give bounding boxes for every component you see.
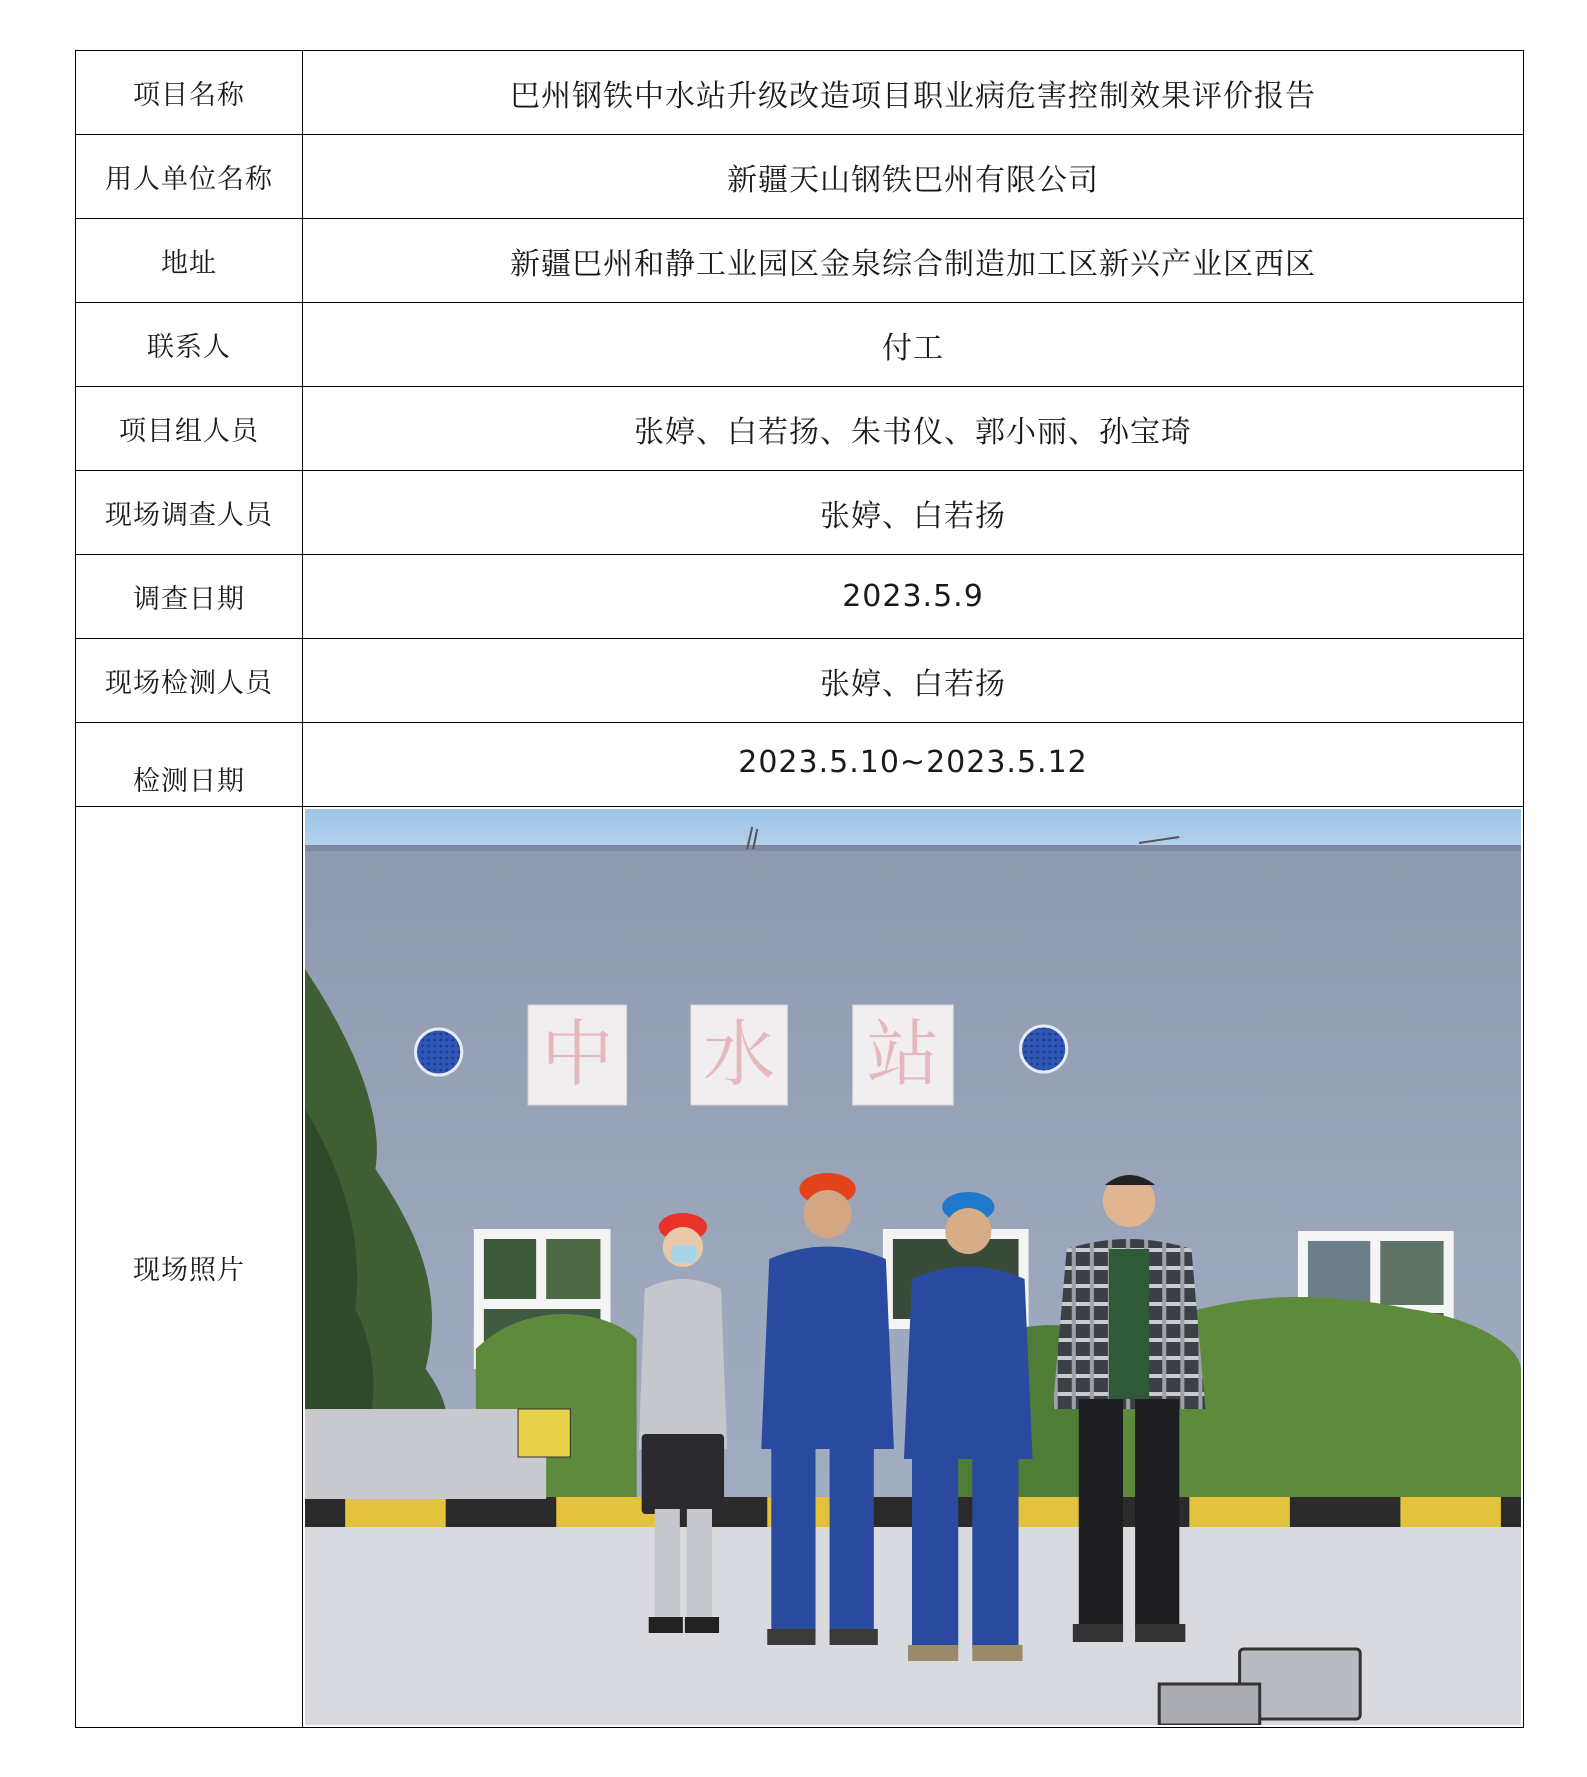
value-employer-name: 新疆天山钢铁巴州有限公司 <box>303 135 1524 219</box>
table-row <box>76 639 1524 723</box>
value-survey-date: 2023.5.9 <box>303 555 1524 639</box>
table-row <box>76 219 1524 303</box>
value-address: 新疆巴州和静工业园区金泉综合制造加工区新兴产业区西区 <box>303 219 1524 303</box>
value-testing-date: 2023.5.10~2023.5.12 <box>303 723 1524 807</box>
table-row <box>76 807 1524 1728</box>
label-site-photo: 现场照片 <box>76 807 303 1728</box>
report-info-table <box>75 50 1524 1728</box>
label-employer-name: 用人单位名称 <box>76 135 303 219</box>
value-survey-staff: 张婷、白若扬 <box>303 471 1524 555</box>
label-contact: 联系人 <box>76 303 303 387</box>
value-project-team: 张婷、白若扬、朱书仪、郭小丽、孙宝琦 <box>303 387 1524 471</box>
value-testing-staff: 张婷、白若扬 <box>303 639 1524 723</box>
label-testing-date: 检测日期 <box>76 723 303 807</box>
site-photo <box>305 809 1521 1725</box>
table-row <box>76 723 1524 807</box>
label-testing-staff: 现场检测人员 <box>76 639 303 723</box>
table-row <box>76 51 1524 135</box>
sign-char-3: 站 <box>866 1013 940 1097</box>
table-row <box>76 555 1524 639</box>
label-project-name: 项目名称 <box>76 51 303 135</box>
table-row <box>76 135 1524 219</box>
label-survey-staff: 现场调查人员 <box>76 471 303 555</box>
label-project-team: 项目组人员 <box>76 387 303 471</box>
table-row <box>76 303 1524 387</box>
value-contact: 付工 <box>303 303 1524 387</box>
label-survey-date: 调查日期 <box>76 555 303 639</box>
value-project-name: 巴州钢铁中水站升级改造项目职业病危害控制效果评价报告 <box>303 51 1524 135</box>
label-address: 地址 <box>76 219 303 303</box>
sign-char-1: 中 <box>541 1013 614 1097</box>
warning-sign <box>518 1409 570 1457</box>
sign-char-2: 水 <box>702 1013 776 1097</box>
round-vent-right <box>1021 1026 1067 1072</box>
table-row <box>76 387 1524 471</box>
round-vent-left <box>416 1029 462 1075</box>
table-row <box>76 471 1524 555</box>
building-sign <box>528 1005 953 1105</box>
site-photo-cell <box>303 807 1524 1728</box>
